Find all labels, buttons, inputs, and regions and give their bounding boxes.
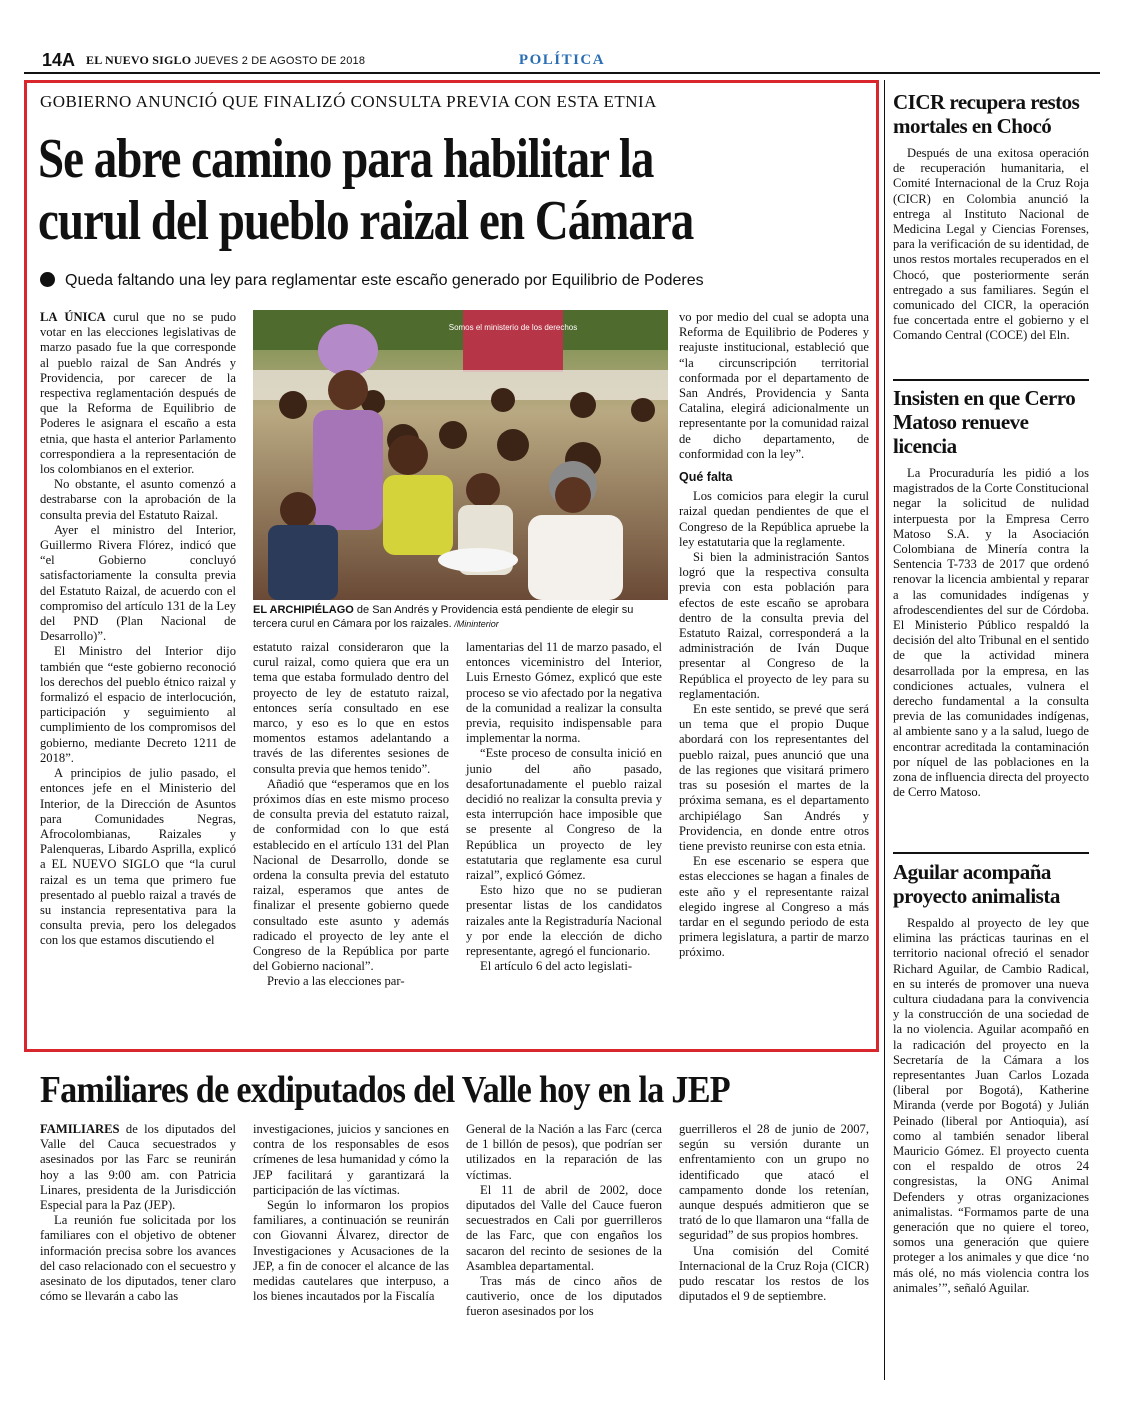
article-column-4 xyxy=(679,310,869,961)
second-article-column-1 xyxy=(40,1122,236,1304)
paragraph: estatuto raizal consideraron que la curul raizal, como quiera que era un tema que estaba formulado dentro del proyecto de ley de estatuto raizal, entonces sería consultado en ese marco, y eso es lo que en estos momentos estamos adelantando a través de las diferentes sesiones de consulta previa que hemos tenido”. xyxy=(253,640,449,776)
paragraph: lamentarias del 11 de marzo pasado, el entonces viceministro del Interior, Luis Ernesto Gómez, explicó que este proceso se vio afectado por la negativa de la comunidad a realizar la consulta previa, requisito indispensable para implementar la norma. xyxy=(466,640,662,746)
sidebar-headline: CICR recupera restos mortales en Chocó xyxy=(893,90,1080,138)
masthead-name: EL NUEVO SIGLO xyxy=(86,53,192,67)
sidebar-story-cerro-matoso xyxy=(893,386,1089,800)
article-subhead xyxy=(40,272,704,290)
sidebar-rule xyxy=(893,852,1089,854)
paragraph: Tras más de cinco años de cautiverio, once de los diputados fueron asesinados por los xyxy=(466,1274,662,1319)
paragraph: vo por medio del cual se adopta una Reforma de Equilibrio de Poderes y reajuste institucional, estableció que “la circunscripción territorial conformada por el departamento de San Andrés, Providencia y Santa Catalina, elegirá adicionalmente un representante por la comunidad raizal de dicho departamento, de conformidad con la ley”. xyxy=(679,310,869,461)
paragraph: investigaciones, juicios y sanciones en contra de los responsables de esos crímenes de lesa humanidad y cómo la JEP facilitará y garantizará la participación de las víctimas. xyxy=(253,1122,449,1197)
caption-lead: EL ARCHIPIÉLAGO xyxy=(253,604,354,616)
article-column-2 xyxy=(253,640,449,990)
paragraph: Una comisión del Comité Internacional de la Cruz Roja (CICR) pudo rescatar los restos de los diputados el 9 de septiembre. xyxy=(679,1243,869,1304)
article-column-1 xyxy=(40,310,236,949)
paragraph: A principios de julio pasado, el entonces jefe en el Ministerio del Interior, de la Dirección de Asuntos para Comunidades Negras, Afrocolombianas, Raizales y Palenqueras, Libardo Asprilla, explicó a EL NUEVO SIGLO que “la curul raizal es un tema que primero fue presentado al pueblo raizal a través de su instancia representativa para la consulta previa, pero los delegados con los que estamos discutiendo el xyxy=(40,766,236,948)
photo-credit: /Mininterior xyxy=(451,619,499,629)
banner-text: Somos el ministerio de los derechos xyxy=(448,323,578,332)
paragraph: En este sentido, se prevé que será un tema que el propio Duque abordará con los representantes del pueblo raizal, pues anunció que una de las regiones que visitará primero tras su posesión el martes de la próxima semana, es el departamento archipiélago San Andrés y Providencia, en donde entre otros tiene previsto reunirse con esta etnia. xyxy=(679,702,869,853)
paragraph: No obstante, el asunto comenzó a destrabarse con la aprobación de la consulta previa del Estatuto Raizal. xyxy=(40,477,236,522)
sidebar-story-aguilar xyxy=(893,860,1089,1296)
sidebar-headline: Insisten en que Cerro Matoso renueve licencia xyxy=(893,386,1076,458)
second-article-column-3 xyxy=(466,1122,662,1320)
section-title: POLÍTICA xyxy=(518,52,606,68)
paragraph: Previo a las elecciones par- xyxy=(267,974,405,989)
section-subhead: Qué falta xyxy=(679,470,733,485)
lead-in: LA ÚNICA xyxy=(40,310,106,324)
sidebar-rule xyxy=(893,379,1089,381)
article-column-3 xyxy=(466,640,662,974)
article-headline xyxy=(38,128,735,252)
paragraph: Añadió que “esperamos que en los próximos días en este mismo proceso de consulta previa del estatuto raizal, de conformidad con lo que está establecido en el artículo 131 del Plan Nacional de Desarrollo, donde se ordena la consulta previa del estatuto raizal, esperamos que antes de finalizar el presente gobierno quede consultado este asunto y además radicado el proyecto de ley ante el Congreso de la República por parte del Gobierno nacional”. xyxy=(253,776,449,974)
second-article-column-2 xyxy=(253,1122,449,1304)
paragraph: El artículo 6 del acto legislati- xyxy=(480,959,633,974)
paragraph: Si bien la administración Santos logró que la respectiva consulta previa con esta población para efectos de este escaño se aprobara dentro de la consulta previa del Estatuto Raizal, corresponderá a la administración de Iván Duque presentar al Congreso de la República el proyecto de ley para su reglamentación. xyxy=(679,550,869,701)
headline-line-2: curul del pueblo raizal en Cámara xyxy=(38,190,694,252)
second-article-headline: Familiares de exdiputados del Valle hoy en la JEP xyxy=(40,1069,730,1111)
crowd-photo-illustration xyxy=(253,310,668,600)
sidebar-divider xyxy=(884,80,885,1380)
photo-caption: EL ARCHIPIÉLAGO de San Andrés y Providencia está pendiente de elegir su tercera curul en Cámara por los raizales. /Mininterior xyxy=(253,604,634,630)
paragraph: guerrilleros el 28 de junio de 2007, según su versión durante un enfrentamiento con un grupo no identificado que atacó el campamento donde los retenían, aunque después admitieron que se trató de lo que llamaron una “falla de seguridad” de sus propios hombres. xyxy=(679,1122,869,1243)
page-number: 14A xyxy=(42,50,76,70)
paragraph: LA ÚNICA curul que no se pudo votar en las elecciones legislativas de marzo pasado fue la que corresponde al pueblo raizal de San Andrés y Providencia, por carecer de la respectiva reglamentación después de que la Reforma de Equilibrio de Poderes le asignara el escaño a esta etnia, que hasta el anterior Parlamento correspondiera a la representación de los colombianos en el exterior. xyxy=(40,310,237,477)
sidebar-body: Después de una exitosa operación de recuperación humanitaria, el Comité Internacional de la Cruz Roja (CICR) en Colombia anunció la entrega al Instituto Nacional de Medicina Legal y Ciencias Forenses, para la verificación de su identidad, de unos restos mortales recuperados en el Chocó, que posteriormente serán entregado a sus familiares. Según el comunicado del CICR, la operación fue concertada entre el gobierno y el Comando Central (COCE) del Eln. xyxy=(893,146,1089,343)
paragraph: Ayer el ministro del Interior, Guillermo Rivera Flórez, indicó que “el Gobierno concluyó satisfactoriamente la consulta previa del Estatuto Raizal, de acuerdo con el compromiso del artículo 131 de la Ley del PND (Plan Nacional de Desarrollo)”. xyxy=(40,522,236,644)
bullet-icon xyxy=(40,272,55,287)
article-kicker: GOBIERNO ANUNCIÓ QUE FINALIZÓ CONSULTA PREVIA CON ESTA ETNIA xyxy=(40,92,657,111)
sidebar-body: Respaldo al proyecto de ley que elimina las prácticas taurinas en el territorio nacional ofreció el senador Richard Aguilar, de Cambio Radical, en su interés de promover una nueva cultura ciudadana para la convivencia y la construcción de una sociedad de la no violencia. Aguilar acompañó en la radicación del proyecto en la Secretaría de la Cámara a los representantes Juan Carlos Lozada (liberal por Bogotá), Katherine Miranda (verde por Bogotá) y Julián Peinado (liberal por Antioquia), así como al también senador liberal Mauricio Gómez. El proyecto cuenta con el respaldo de otros 24 congresistas, la ONG Animal Defenders y otras organizaciones animalistas. “Formamos parte de una generación que no quiere el toreo, somos una generación que quiere proteger a los animales y que dice ‘no más olé, no más violencia contra los animales’”, señaló Aguilar. xyxy=(893,916,1089,1295)
sidebar-body: La Procuraduría les pidió a los magistrados de la Corte Constitucional negar la solicitud de nulidad interpuesta por la Empresa Cerro Matoso S.A. y la Asociación Colombiana de Minería contra la Sentencia T-733 de 2017 que ordenó renovar la licencia ambiental y reparar a las comunidades indígenas y afrodescendientes del sur de Córdoba. El Ministerio Público respaldó la decisión del alto Tribunal en el sentido de que la actividad minera desarrollada por la empresa, en las condiciones actuales, vulnera el derecho fundamental a la consulta previa de las comunidades indígenas, al ambiente sano y a la salud, luego de encontrar acreditada la contaminación por níquel de las poblaciones en la zona de influencia directa del proyecto de Cerro Matoso. xyxy=(893,466,1089,800)
paragraph: El Ministro del Interior dijo también que “este gobierno reconoció los derechos del pueblo étnico raizal y formalizó el espacio de interlocución, participación y seguimiento al cumplimiento de los compromisos del gobierno, mediante Decreto 1211 de 2018”. xyxy=(40,644,236,765)
second-article-column-4 xyxy=(679,1122,869,1304)
article-photo xyxy=(253,310,668,600)
lead-in: FAMILIARES xyxy=(40,1122,120,1136)
sidebar-headline: Aguilar acompaña proyecto animalista xyxy=(893,860,1060,908)
paragraph: La reunión fue solicitada por los familiares con el objetivo de obtener información precisa sobre los avances del caso relacionado con el secuestro y asesinato de los diputados, tener claro cómo se llevarán a cabo las xyxy=(40,1213,236,1304)
paragraph: “Este proceso de consulta inició en junio del año pasado, desafortunadamente el pueblo raizal decidió no realizar la consulta previa y esta interrupción hace imposible que se presente al Congreso de la República un proyecto de ley estatutaria que reglamente esa curul raizal”, explicó Gómez. xyxy=(466,746,662,883)
header-rule xyxy=(24,72,1100,74)
subhead-text: Queda faltando una ley para reglamentar este escaño generado por Equilibrio de Poderes xyxy=(65,272,704,289)
sidebar-story-cicr xyxy=(893,90,1089,344)
paragraph: Esto hizo que no se pudieran presentar listas de los candidatos raizales ante la Registraduría Nacional y por ende la elección de dicho representante, agregó el funcionario. xyxy=(466,883,662,959)
paragraph: General de la Nación a las Farc (cerca de 1 billón de pesos), que podrían ser utilizados en la reparación de las víctimas. xyxy=(466,1122,662,1182)
paragraph: En ese escenario se espera que estas elecciones se hagan a finales de este año y el representante raizal elegido ingrese al Congreso a más tardar en el segundo periodo de esta primera legislatura, a partir de marzo próximo. xyxy=(679,854,869,960)
paragraph: El 11 de abril de 2002, doce diputados del Valle del Cauce fueron secuestrados en Cali por guerrilleros de las Farc, que con engaños los sacaron del recinto de sesiones de la Asamblea departamental. xyxy=(466,1182,662,1273)
issue-date: JUEVES 2 DE AGOSTO DE 2018 xyxy=(194,55,366,67)
paragraph: Según lo informaron los propios familiares, a continuación se reunirán con Giovanni Álvarez, director de Investigaciones y Acusaciones de la JEP, a fin de conocer el alcance de las medidas cautelares que interpuso, a los bienes incautados por la Fiscalía xyxy=(253,1198,449,1304)
paragraph: FAMILIARES de los diputados del Valle del Cauca secuestrados y asesinados por las Farc se reunirán hoy a las 9:00 am. con Patricia Linares, presidenta de la Jurisdicción Especial para la Paz (JEP). xyxy=(40,1122,236,1213)
paragraph: Los comicios para elegir la curul raizal quedan pendientes de que el Congreso de la República apruebe la ley estatutaria que la reglamente. xyxy=(679,489,869,549)
headline-line-1: Se abre camino para habilitar la xyxy=(38,128,654,190)
